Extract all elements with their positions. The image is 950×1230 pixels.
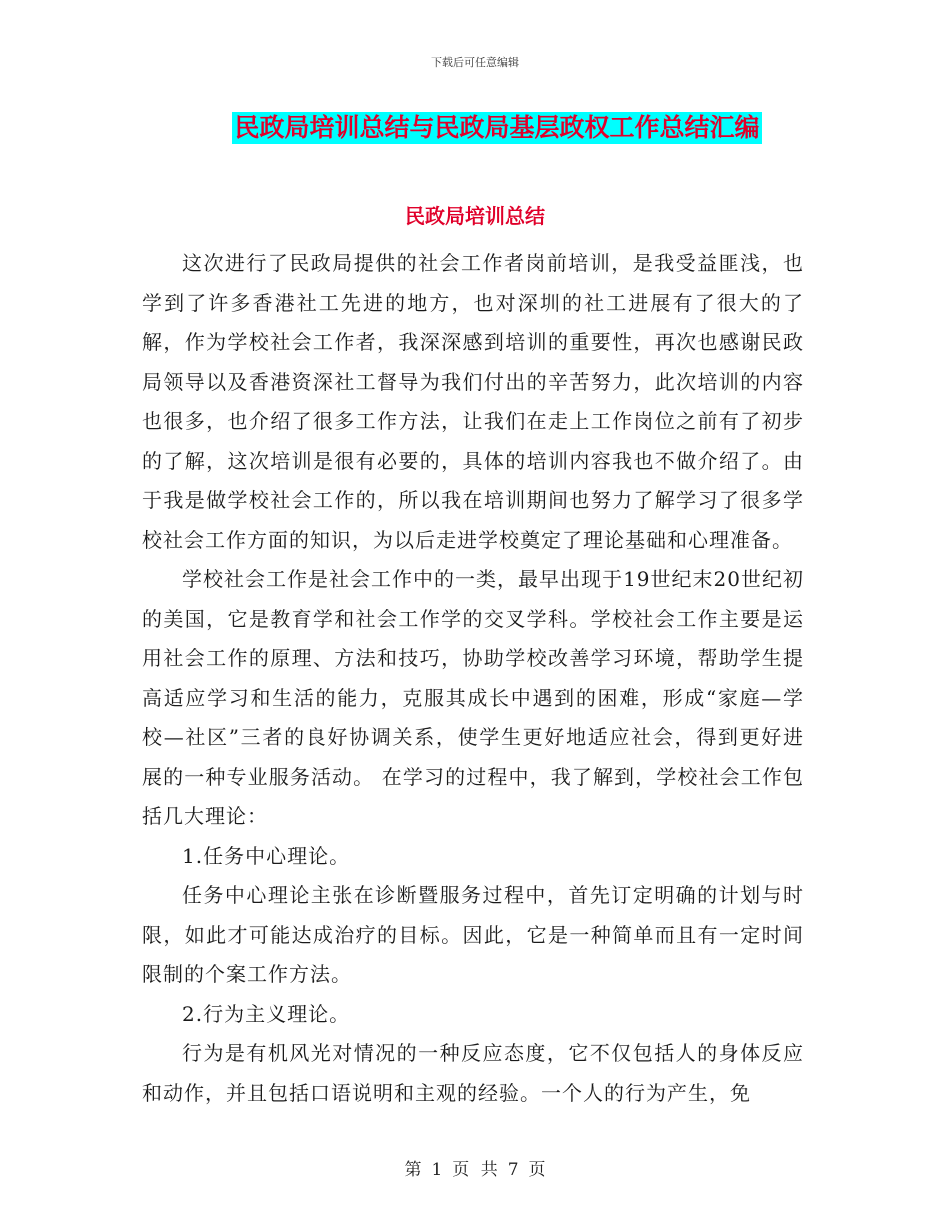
section-title: 民政局培训总结 <box>405 204 545 228</box>
document-title-container <box>0 112 950 144</box>
paragraph: 学校社会工作是社会工作中的一类，最早出现于19世纪末20世纪初的美国，它是教育学和社会工作学的交叉学科。学校社会工作主要是运用社会工作的原理、方法和技巧，协助学校改善学习环境，帮助学生提高适应学习和生活的能力，克服其成长中遇到的困难，形成“家庭—学校—社区”三者的良好协调关系，使学生更好地适应社会，得到更好进展的一种专业服务活动。 在学习的过程中，我了解到，学校社会工作包括几大理论： <box>142 567 804 828</box>
total-pages: 7 <box>507 1160 519 1180</box>
paragraph: 任务中心理论主张在诊断暨服务过程中，首先订定明确的计划与时限，如此才可能达成治疗的目标。因此，它是一种简单而且有一定时间限制的个案工作方法。 <box>142 883 804 986</box>
document-body <box>142 244 804 1113</box>
footer-prefix: 第 <box>404 1160 422 1180</box>
page-number: 1 <box>431 1160 443 1180</box>
document-title: 民政局培训总结与民政局基层政权工作总结汇编 <box>234 113 760 142</box>
footer-middle: 页 共 <box>452 1160 498 1180</box>
paragraph: 行为是有机风光对情况的一种反应态度，它不仅包括人的身体反应和动作，并且包括口语说明和主观的经验。一个人的行为产生，免 <box>142 1041 804 1105</box>
footer-suffix: 页 <box>528 1160 546 1180</box>
list-heading: 1.任务中心理论。 <box>182 843 351 868</box>
page-footer <box>0 1155 950 1180</box>
header-note: 下载后可任意编辑 <box>431 56 519 69</box>
paragraph: 这次进行了民政局提供的社会工作者岗前培训，是我受益匪浅，也学到了许多香港社工先进的地方，也对深圳的社工进展有了很大的了解，作为学校社会工作者，我深深感到培训的重要性，再次也感谢民政局领导以及香港资深社工督导为我们付出的辛苦努力，此次培训的内容也很多，也介绍了很多工作方法，让我们在走上工作岗位之前有了初步的了解，这次培训是很有必要的，具体的培训内容我也不做介绍了。由于我是做学校社会工作的，所以我在培训期间也努力了解学习了很多学校社会工作方面的知识，为以后走进学校奠定了理论基础和心理准备。 <box>142 251 804 552</box>
list-heading: 2.行为主义理论。 <box>182 1001 351 1026</box>
